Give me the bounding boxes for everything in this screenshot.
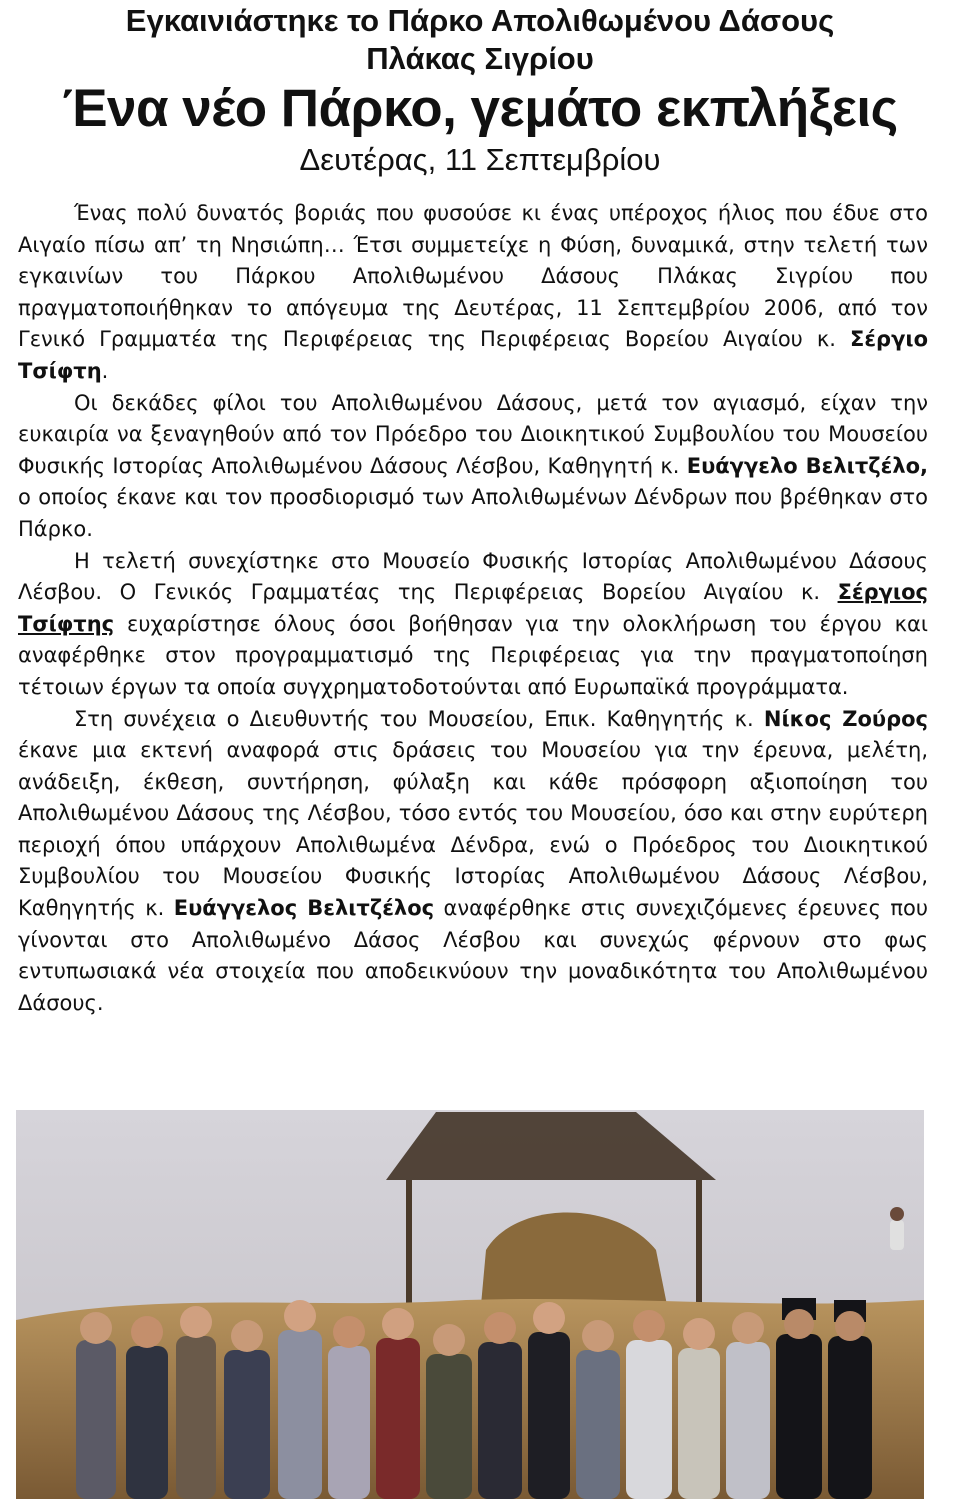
paragraph-1-text: Ένας πολύ δυνατός βοριάς που φυσούσε κι ένας υπέροχος ήλιος που έδυε στο Αιγαίο πίσω απ’ τη Νησιώπη… Έτσι συμμετείχε η Φύση, δυναμικά, στην τελετή των εγκαινίων του Πάρκου Απολιθωμένου Δάσους Πλάκας Σιγρίου που πραγματοποιήθηκαν το απόγευμα της Δευτέρας, 11 Σεπτεμβρίου 2006, από τον Γενικό Γραμματέα της Περιφέρειας της Περιφέρειας Βορείου Αιγαίου κ. [18,201,928,352]
paragraph-2 [18,388,928,546]
article-header [0,0,960,180]
supertitle-line-2: Πλάκας Σιγρίου [366,41,594,76]
paragraph-1-end: . [101,358,109,383]
paragraph-4-text: Στη συνέχεια ο Διευθυντής του Μουσείου, Επικ. Καθηγητής κ. [74,706,764,731]
name-sergio-tsifti: Σέργιο Τσίφτη [18,327,928,383]
paragraph-2-end: ο οποίος έκανε και τον προσδιορισμό των Απολιθωμένων Δένδρων που βρέθηκαν στο Πάρκο. [18,485,928,541]
group-photo [16,1110,924,1499]
headline: Ένα νέο Πάρκο, γεμάτο εκπλήξεις [62,79,898,138]
name-nikos-zouros: Νίκος Ζούρος [763,706,928,731]
paragraph-4-middle: έκανε μια εκτενή αναφορά στις δράσεις του Μουσείου για την έρευνα, μελέτη, ανάδειξη, έκθεση, συντήρηση, φύλαξη και κάθε πρόσφορη αξιοποίηση του Απολιθωμένου Δάσους της Λέσβου, τόσο εντός του Μουσείου, όσο και στην ευρύτερη περιοχή όπου υπάρχουν Απολιθωμένα Δένδρα, ενώ ο Πρόεδρος του Διοικητικού Συμβουλίου του Μουσείου Φυσικής Ιστορίας Απολιθωμένου Δάσους Λέσβου, Καθηγητής κ. [18,738,928,921]
paragraph-3 [18,546,928,704]
paragraph-4 [18,704,928,1020]
group-photo-illustration [16,1110,924,1499]
name-evangelo-velitzelo: Ευάγγελο Βελιτζέλο, [686,453,929,478]
paragraph-4-end: αναφέρθηκε στις συνεχιζόμενες έρευνες που γίνονται στο Απολιθωμένο Δάσος Λέσβου και συνεχώς φέρνουν στο φως εντυπωσιακά νέα στοιχεία που αποδεικνύουν την μοναδικότητα του Απολιθωμένου Δάσους. [18,896,928,1015]
name-sergios-tsiftis: Σέργιος Τσίφτης [18,580,928,636]
name-evangelos-velitzelos: Ευάγγελος Βελιτζέλος [173,896,435,921]
paragraph-2-text: Οι δεκάδες φίλοι του Απολιθωμένου Δάσους, μετά τον αγιασμό, είχαν την ευκαιρία να ξεναγηθούν από τον Πρόεδρο του Διοικητικού Συμβουλίου του Μουσείου Φυσικής Ιστορίας Απολιθωμένου Δάσους Λέσβου, Καθηγητή κ. [18,390,928,478]
dateline: Δευτέρας, 11 Σεπτεμβρίου [299,142,661,177]
paragraph-1 [18,198,928,388]
paragraph-3-end: ευχαρίστησε όλους όσοι βοήθησαν για την ολοκλήρωση του έργου και αναφέρθηκε στον προγραμματισμό της Περιφέρειας για την πραγματοποίηση τέτοιων έργων τα οποία συγχρηματοδοτούνται από Ευρωπαϊκά προγράμματα. [18,611,928,699]
supertitle-line-1: Εγκαινιάστηκε το Πάρκο Απολιθωμένου Δάσους [125,3,835,38]
paragraph-3-text: Η τελετή συνεχίστηκε στο Μουσείο Φυσικής Ιστορίας Απολιθωμένου Δάσους Λέσβου. Ο Γενικός Γραμματέας της Περιφέρειας Βορείου Αιγαίου κ. [18,548,928,605]
article-body [18,198,928,1019]
